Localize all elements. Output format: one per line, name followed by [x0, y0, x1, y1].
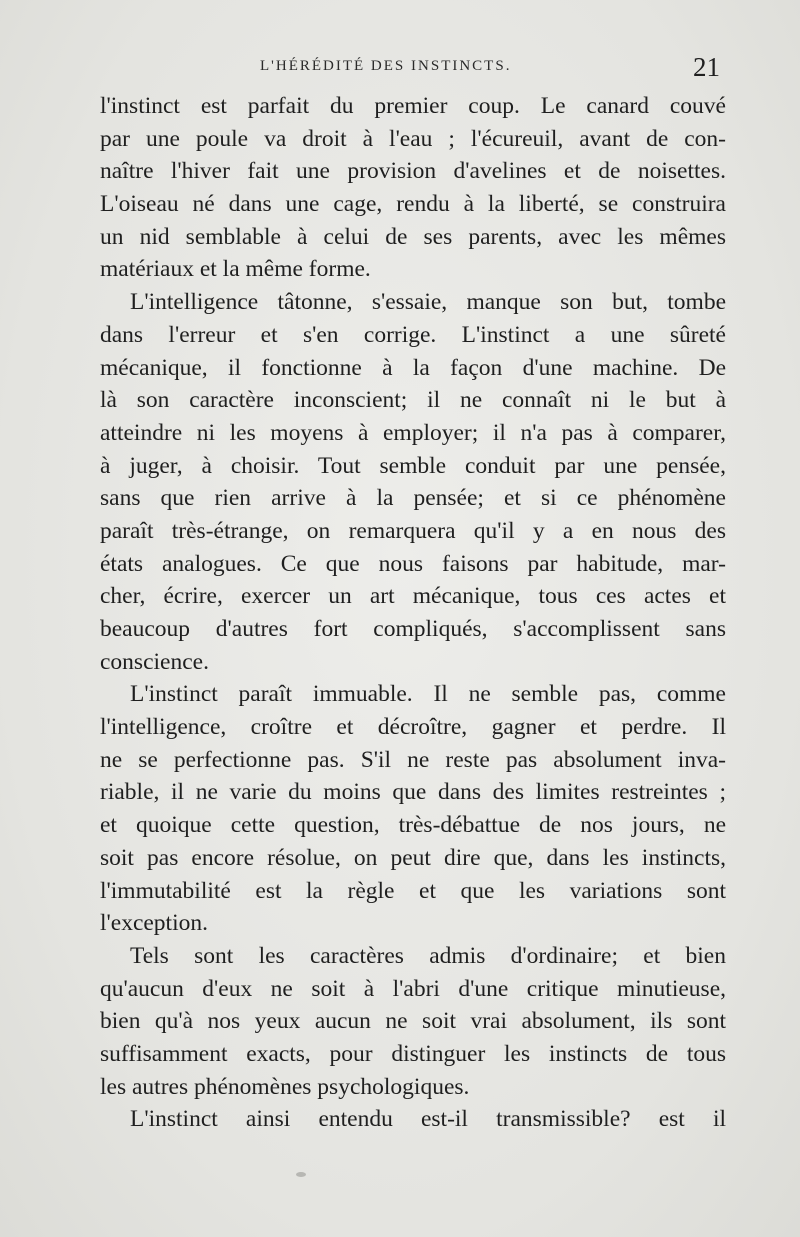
text-line: qu'aucun d'eux ne soit à l'abri d'une critique minutieuse, [100, 975, 726, 1002]
text-line: L'instinct paraît immuable. Il ne semble pas, comme [130, 681, 726, 708]
text-line: conscience. [100, 648, 209, 675]
text-line: à juger, à choisir. Tout semble conduit par une pensée, [100, 452, 726, 479]
text-line: sans que rien arrive à la pensée; et si ce phénomène [100, 485, 726, 512]
text-line: Tels sont les caractères admis d'ordinaire; et bien [130, 942, 726, 969]
text-line: ne se perfectionne pas. S'il ne reste pas absolument inva- [100, 746, 726, 773]
text-line: un nid semblable à celui de ses parents, avec les mêmes [100, 223, 726, 250]
text-line: les autres phénomènes psychologiques. [100, 1073, 470, 1100]
running-title: L'HÉRÉDITÉ DES INSTINCTS. [260, 58, 512, 74]
text-line: mécanique, il fonctionne à la façon d'une machine. De [100, 354, 726, 381]
text-line: l'instinct est parfait du premier coup. Le canard couvé [100, 93, 726, 119]
text-line: et quoique cette question, très-débattue de nos jours, ne [100, 812, 726, 839]
text-line: naître l'hiver fait une provision d'avelines et de noisettes. [100, 158, 726, 185]
text-line: L'intelligence tâtonne, s'essaie, manque son but, tombe [130, 289, 726, 316]
text-line: l'intelligence, croître et décroître, gagner et perdre. Il [100, 714, 726, 741]
text-line: riable, il ne varie du moins que dans des limites restreintes ; [100, 779, 726, 806]
text-line: suffisamment exacts, pour distinguer les instincts de tous [100, 1040, 726, 1067]
text-line: par une poule va droit à l'eau ; l'écureuil, avant de con- [100, 125, 726, 152]
text-line: dans l'erreur et s'en corrige. L'instinct a une sûreté [100, 321, 726, 348]
text-line: L'oiseau né dans une cage, rendu à la liberté, se construira [100, 191, 726, 218]
text-line: matériaux et la même forme. [100, 256, 371, 283]
text-line: L'instinct ainsi entendu est-il transmissible? est il [130, 1106, 726, 1133]
text-line: l'immutabilité est la règle et que les variations sont [100, 877, 726, 904]
text-line: là son caractère inconscient; il ne connaît ni le but à [100, 387, 726, 414]
text-line: soit pas encore résolue, on peut dire que, dans les instincts, [100, 844, 726, 871]
text-line: états analogues. Ce que nous faisons par habitude, mar- [100, 550, 726, 577]
text-line: bien qu'à nos yeux aucun ne soit vrai absolument, ils sont [100, 1008, 726, 1035]
ink-smudge [296, 1172, 306, 1177]
text-line: l'exception. [100, 910, 208, 937]
body-text [100, 90, 726, 1136]
text-line: paraît très-étrange, on remarquera qu'il y a en nous des [100, 517, 726, 544]
text-line: atteindre ni les moyens à employer; il n'a pas à comparer, [100, 419, 726, 446]
running-head [100, 54, 720, 86]
text-line: cher, écrire, exercer un art mécanique, tous ces actes et [100, 583, 726, 610]
page-number: 21 [693, 52, 720, 82]
text-line: beaucoup d'autres fort compliqués, s'accomplissent sans [100, 616, 726, 642]
